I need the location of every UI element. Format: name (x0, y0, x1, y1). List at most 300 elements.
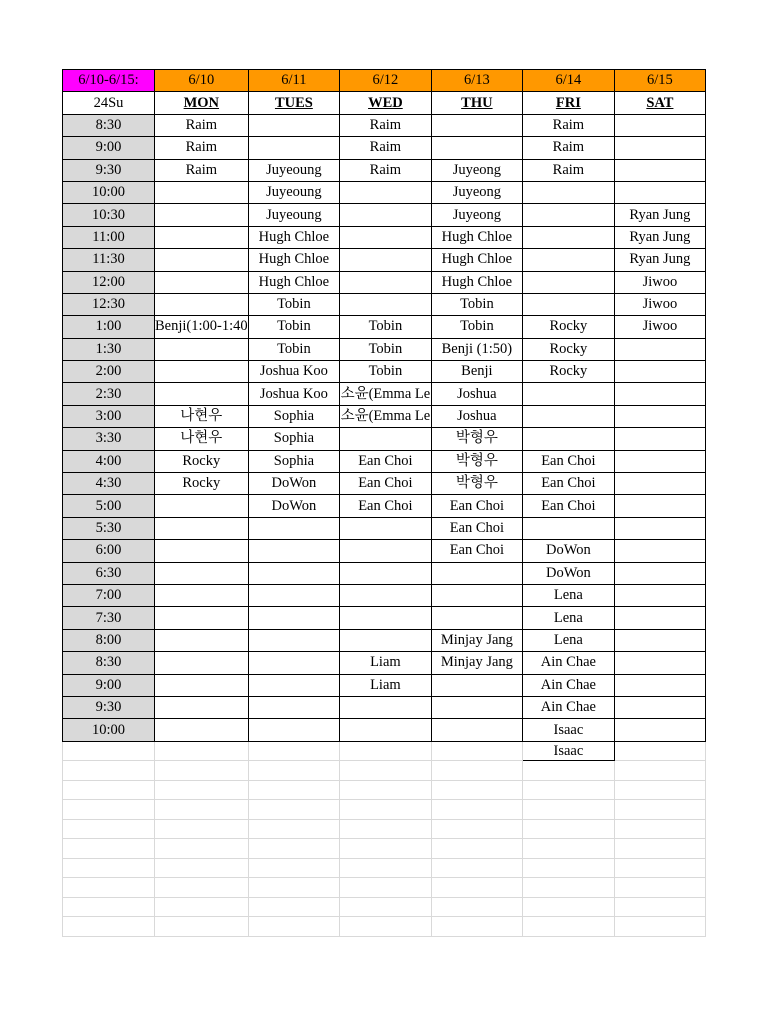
schedule-cell-mon[interactable] (155, 249, 249, 271)
empty-cell[interactable] (431, 819, 523, 839)
empty-cell[interactable] (340, 878, 432, 898)
schedule-cell-mon[interactable]: Raim (155, 137, 249, 159)
date-cell[interactable]: 6/15 (614, 70, 706, 92)
empty-cell[interactable] (614, 761, 706, 781)
schedule-cell-tue[interactable] (248, 652, 340, 674)
schedule-cell-tue[interactable]: Sophia (248, 450, 340, 472)
schedule-cell-thu[interactable] (431, 584, 523, 606)
schedule-cell-sat[interactable] (614, 584, 706, 606)
empty-cell[interactable] (340, 780, 432, 800)
schedule-cell-fri[interactable]: Ain Chae (523, 652, 615, 674)
time-cell[interactable]: 2:00 (63, 361, 155, 383)
empty-cell[interactable] (248, 897, 340, 917)
time-cell[interactable]: 11:00 (63, 226, 155, 248)
schedule-cell-sat[interactable] (614, 629, 706, 651)
schedule-cell-wed[interactable] (340, 226, 432, 248)
schedule-cell-sat[interactable] (614, 383, 706, 405)
time-cell[interactable]: 2:30 (63, 383, 155, 405)
schedule-cell-sat[interactable] (614, 652, 706, 674)
schedule-cell-fri[interactable]: Lena (523, 584, 615, 606)
schedule-cell-sat[interactable] (614, 540, 706, 562)
empty-cell[interactable] (63, 819, 155, 839)
empty-cell[interactable] (63, 741, 155, 761)
schedule-cell-thu[interactable]: Hugh Chloe (431, 249, 523, 271)
time-cell[interactable]: 4:30 (63, 473, 155, 495)
empty-cell[interactable] (431, 878, 523, 898)
schedule-cell-tue[interactable]: Hugh Chloe (248, 271, 340, 293)
schedule-cell-mon[interactable] (155, 540, 249, 562)
day-header-row (63, 92, 706, 114)
schedule-cell-thu[interactable]: Juyeong (431, 204, 523, 226)
schedule-cell-thu[interactable]: Juyeong (431, 159, 523, 181)
schedule-cell-mon[interactable]: 나현우 (155, 428, 249, 450)
schedule-cell-mon[interactable] (155, 674, 249, 696)
schedule-cell-sat[interactable]: Jiwoo (614, 316, 706, 338)
schedule-cell-fri[interactable]: Rocky (523, 316, 615, 338)
time-cell[interactable]: 6:30 (63, 562, 155, 584)
schedule-cell-wed[interactable] (340, 517, 432, 539)
schedule-cell-mon[interactable] (155, 361, 249, 383)
schedule-cell-thu[interactable]: 박형우 (431, 428, 523, 450)
empty-cell[interactable] (63, 780, 155, 800)
time-cell[interactable]: 9:00 (63, 137, 155, 159)
schedule-cell-mon[interactable]: Raim (155, 159, 249, 181)
schedule-cell-sat[interactable] (614, 562, 706, 584)
schedule-cell-wed[interactable] (340, 629, 432, 651)
empty-cell[interactable] (523, 858, 615, 878)
date-header-row (63, 70, 706, 92)
schedule-cell-wed[interactable]: Raim (340, 137, 432, 159)
empty-cell[interactable] (431, 917, 523, 937)
empty-cell[interactable] (431, 741, 523, 761)
day-name-cell[interactable]: FRI (523, 92, 615, 114)
schedule-cell-sat[interactable] (614, 607, 706, 629)
schedule-cell-mon[interactable] (155, 517, 249, 539)
schedule-cell-sat[interactable]: Jiwoo (614, 271, 706, 293)
schedule-cell-mon[interactable] (155, 204, 249, 226)
schedule-cell-wed[interactable]: Raim (340, 114, 432, 136)
schedule-cell-fri[interactable]: Raim (523, 159, 615, 181)
schedule-cell-wed[interactable] (340, 696, 432, 718)
time-cell[interactable]: 7:30 (63, 607, 155, 629)
empty-cell[interactable] (155, 858, 249, 878)
schedule-cell-wed[interactable]: Liam (340, 674, 432, 696)
empty-cell[interactable] (248, 780, 340, 800)
schedule-cell-wed[interactable]: Ean Choi (340, 450, 432, 472)
schedule-cell-fri[interactable] (523, 204, 615, 226)
empty-cell[interactable] (248, 917, 340, 937)
schedule-cell-wed[interactable]: Raim (340, 159, 432, 181)
time-cell[interactable]: 12:30 (63, 293, 155, 315)
time-cell[interactable]: 12:00 (63, 271, 155, 293)
schedule-cell-fri[interactable]: DoWon (523, 562, 615, 584)
schedule-cell-fri[interactable] (523, 517, 615, 539)
time-slot-row (63, 316, 706, 338)
schedule-cell-tue[interactable] (248, 629, 340, 651)
schedule-cell-wed[interactable]: Ean Choi (340, 473, 432, 495)
empty-cell[interactable] (155, 800, 249, 820)
empty-cell[interactable] (431, 761, 523, 781)
time-slot-row (63, 696, 706, 718)
schedule-cell-tue[interactable]: Sophia (248, 405, 340, 427)
schedule-cell-wed[interactable] (340, 428, 432, 450)
empty-cell[interactable] (63, 858, 155, 878)
time-cell[interactable]: 3:00 (63, 405, 155, 427)
empty-cell[interactable] (63, 917, 155, 937)
schedule-cell-fri[interactable] (523, 405, 615, 427)
schedule-cell-wed[interactable]: Tobin (340, 361, 432, 383)
empty-cell[interactable] (155, 819, 249, 839)
schedule-cell-mon[interactable] (155, 629, 249, 651)
time-cell[interactable]: 11:30 (63, 249, 155, 271)
empty-cell[interactable] (63, 761, 155, 781)
empty-cell[interactable] (340, 839, 432, 859)
schedule-cell-fri[interactable] (523, 383, 615, 405)
time-slot-row (63, 114, 706, 136)
empty-row (63, 741, 706, 761)
time-slot-row (63, 271, 706, 293)
time-cell[interactable]: 4:00 (63, 450, 155, 472)
schedule-cell-tue[interactable] (248, 517, 340, 539)
schedule-cell-sat[interactable]: Ryan Jung (614, 226, 706, 248)
schedule-cell-thu[interactable]: Tobin (431, 316, 523, 338)
empty-row (63, 780, 706, 800)
empty-cell[interactable] (523, 761, 615, 781)
schedule-cell-sat[interactable]: Ryan Jung (614, 204, 706, 226)
schedule-cell-tue[interactable]: Joshua Koo (248, 383, 340, 405)
schedule-cell-fri[interactable]: Ean Choi (523, 473, 615, 495)
schedule-cell-tue[interactable] (248, 719, 340, 741)
schedule-cell-mon[interactable] (155, 495, 249, 517)
schedule-cell-tue[interactable]: Hugh Chloe (248, 226, 340, 248)
schedule-cell-mon[interactable]: Rocky (155, 450, 249, 472)
empty-cell[interactable] (523, 780, 615, 800)
schedule-cell-fri[interactable]: Raim (523, 114, 615, 136)
empty-row (63, 761, 706, 781)
schedule-cell-tue[interactable]: Hugh Chloe (248, 249, 340, 271)
schedule-cell-fri[interactable]: Lena (523, 607, 615, 629)
schedule-cell-thu[interactable]: Joshua (431, 405, 523, 427)
schedule-cell-tue[interactable]: Tobin (248, 293, 340, 315)
time-slot-row (63, 137, 706, 159)
schedule-cell-tue[interactable] (248, 540, 340, 562)
schedule-cell-wed[interactable]: Ean Choi (340, 495, 432, 517)
time-cell[interactable]: 5:00 (63, 495, 155, 517)
empty-cell[interactable] (155, 878, 249, 898)
time-cell[interactable]: 5:30 (63, 517, 155, 539)
empty-cell[interactable] (63, 878, 155, 898)
time-cell[interactable]: 9:30 (63, 159, 155, 181)
schedule-cell-sat[interactable] (614, 696, 706, 718)
schedule-cell-mon[interactable] (155, 719, 249, 741)
schedule-cell-mon[interactable] (155, 338, 249, 360)
schedule-cell-fri[interactable] (523, 428, 615, 450)
time-cell[interactable]: 9:00 (63, 674, 155, 696)
schedule-cell-thu[interactable]: Benji (431, 361, 523, 383)
empty-cell[interactable] (340, 741, 432, 761)
schedule-cell-sat[interactable] (614, 181, 706, 203)
day-name-cell[interactable]: TUES (248, 92, 340, 114)
schedule-cell-fri[interactable]: Raim (523, 137, 615, 159)
schedule-cell-tue[interactable]: Juyeoung (248, 204, 340, 226)
schedule-cell-sat[interactable] (614, 674, 706, 696)
day-name-cell[interactable]: SAT (614, 92, 706, 114)
schedule-cell-thu[interactable]: Ean Choi (431, 540, 523, 562)
date-cell[interactable]: 6/14 (523, 70, 615, 92)
empty-cell[interactable] (248, 761, 340, 781)
empty-cell[interactable] (614, 897, 706, 917)
empty-cell[interactable] (431, 858, 523, 878)
schedule-cell-mon[interactable] (155, 652, 249, 674)
schedule-cell-mon[interactable] (155, 271, 249, 293)
time-cell[interactable]: 1:00 (63, 316, 155, 338)
schedule-cell-thu[interactable]: 박형우 (431, 450, 523, 472)
time-slot-row (63, 495, 706, 517)
schedule-cell-sat[interactable] (614, 114, 706, 136)
schedule-cell-thu[interactable]: Benji (1:50) (431, 338, 523, 360)
schedule-cell-tue[interactable] (248, 114, 340, 136)
schedule-cell-fri[interactable]: Ain Chae (523, 696, 615, 718)
empty-cell[interactable] (523, 819, 615, 839)
empty-cell[interactable] (155, 741, 249, 761)
schedule-cell-sat[interactable]: Ryan Jung (614, 249, 706, 271)
empty-cell[interactable] (248, 878, 340, 898)
empty-cell[interactable] (614, 741, 706, 761)
schedule-cell-mon[interactable]: Benji(1:00-1:40 (155, 316, 249, 338)
schedule-cell-tue[interactable]: DoWon (248, 495, 340, 517)
schedule-cell-sat[interactable] (614, 361, 706, 383)
schedule-cell-mon[interactable]: Rocky (155, 473, 249, 495)
time-cell[interactable]: 8:30 (63, 652, 155, 674)
schedule-cell-thu[interactable]: 박형우 (431, 473, 523, 495)
date-cell[interactable]: 6/13 (431, 70, 523, 92)
empty-cell[interactable] (614, 800, 706, 820)
empty-cell[interactable] (614, 819, 706, 839)
schedule-cell-tue[interactable] (248, 137, 340, 159)
time-slot-row (63, 293, 706, 315)
day-name-cell[interactable]: WED (340, 92, 432, 114)
empty-cell[interactable] (340, 819, 432, 839)
schedule-cell-tue[interactable]: Juyeoung (248, 159, 340, 181)
time-cell[interactable]: 3:30 (63, 428, 155, 450)
schedule-cell-fri[interactable] (523, 181, 615, 203)
schedule-cell-wed[interactable] (340, 293, 432, 315)
empty-cell[interactable] (155, 761, 249, 781)
schedule-cell-tue[interactable]: Sophia (248, 428, 340, 450)
empty-cell[interactable] (614, 780, 706, 800)
week-label-cell[interactable]: 24Su (63, 92, 155, 114)
empty-cell[interactable] (63, 897, 155, 917)
empty-cell[interactable] (614, 878, 706, 898)
schedule-cell-fri[interactable] (523, 249, 615, 271)
schedule-cell-thu[interactable]: Joshua (431, 383, 523, 405)
schedule-cell-thu[interactable]: Tobin (431, 293, 523, 315)
schedule-cell-thu[interactable] (431, 674, 523, 696)
empty-cell[interactable] (63, 839, 155, 859)
schedule-cell-sat[interactable] (614, 517, 706, 539)
schedule-cell-sat[interactable] (614, 473, 706, 495)
empty-cell[interactable] (523, 800, 615, 820)
schedule-cell-wed[interactable] (340, 562, 432, 584)
schedule-cell-mon[interactable] (155, 696, 249, 718)
empty-cell[interactable] (431, 800, 523, 820)
schedule-cell-tue[interactable]: Juyeoung (248, 181, 340, 203)
empty-cell[interactable] (614, 917, 706, 937)
empty-cell[interactable] (248, 819, 340, 839)
empty-cell[interactable] (614, 858, 706, 878)
empty-cell[interactable] (155, 917, 249, 937)
time-slot-row (63, 181, 706, 203)
empty-cell[interactable] (248, 839, 340, 859)
schedule-cell-thu[interactable] (431, 607, 523, 629)
schedule-cell-wed[interactable] (340, 607, 432, 629)
empty-cell[interactable] (523, 897, 615, 917)
schedule-cell-fri[interactable]: Ain Chae (523, 674, 615, 696)
empty-row (63, 819, 706, 839)
empty-cell[interactable] (340, 761, 432, 781)
time-cell[interactable]: 10:00 (63, 719, 155, 741)
schedule-cell-mon[interactable] (155, 562, 249, 584)
schedule-cell-thu[interactable] (431, 562, 523, 584)
time-cell[interactable]: 8:00 (63, 629, 155, 651)
empty-cell[interactable] (523, 917, 615, 937)
schedule-cell-tue[interactable]: Tobin (248, 316, 340, 338)
schedule-cell-thu[interactable] (431, 137, 523, 159)
empty-cell[interactable] (248, 741, 340, 761)
schedule-cell-thu[interactable]: Minjay Jang (431, 629, 523, 651)
schedule-cell-fri[interactable] (523, 271, 615, 293)
schedule-cell-sat[interactable] (614, 338, 706, 360)
schedule-cell-wed[interactable] (340, 181, 432, 203)
schedule-cell-thu[interactable] (431, 719, 523, 741)
schedule-cell-thu[interactable]: Ean Choi (431, 517, 523, 539)
empty-cell[interactable] (523, 878, 615, 898)
schedule-cell-tue[interactable] (248, 562, 340, 584)
empty-cell[interactable] (155, 780, 249, 800)
time-cell[interactable]: 10:30 (63, 204, 155, 226)
empty-cell[interactable] (340, 917, 432, 937)
time-cell[interactable]: 10:00 (63, 181, 155, 203)
schedule-cell-mon[interactable] (155, 293, 249, 315)
date-cell[interactable]: 6/10 (155, 70, 249, 92)
empty-cell[interactable] (431, 897, 523, 917)
time-cell[interactable]: 7:00 (63, 584, 155, 606)
empty-cell[interactable] (340, 897, 432, 917)
time-cell[interactable]: 6:00 (63, 540, 155, 562)
schedule-cell-mon[interactable] (155, 226, 249, 248)
empty-cell[interactable] (523, 839, 615, 859)
schedule-cell-fri[interactable]: Isaac (523, 719, 615, 741)
schedule-cell-tue[interactable] (248, 674, 340, 696)
empty-cell[interactable] (248, 858, 340, 878)
empty-row (63, 800, 706, 820)
schedule-cell-sat[interactable]: Jiwoo (614, 293, 706, 315)
schedule-cell-sat[interactable] (614, 137, 706, 159)
empty-cell[interactable] (614, 839, 706, 859)
empty-cell[interactable] (63, 800, 155, 820)
schedule-cell-wed[interactable] (340, 719, 432, 741)
schedule-cell-sat[interactable] (614, 405, 706, 427)
schedule-cell-wed[interactable]: Tobin (340, 316, 432, 338)
date-cell[interactable]: 6/11 (248, 70, 340, 92)
schedule-cell-mon[interactable]: Raim (155, 114, 249, 136)
schedule-cell-thu[interactable] (431, 696, 523, 718)
schedule-cell-fri[interactable]: Rocky (523, 338, 615, 360)
empty-cell[interactable] (155, 897, 249, 917)
schedule-cell-mon[interactable]: 나현우 (155, 405, 249, 427)
schedule-cell-mon[interactable] (155, 181, 249, 203)
empty-cell[interactable] (248, 800, 340, 820)
schedule-cell-sat[interactable] (614, 719, 706, 741)
empty-row (63, 897, 706, 917)
schedule-cell-fri[interactable]: Rocky (523, 361, 615, 383)
schedule-cell-thu[interactable]: Juyeong (431, 181, 523, 203)
time-cell[interactable]: 8:30 (63, 114, 155, 136)
schedule-cell-sat[interactable] (614, 428, 706, 450)
schedule-cell-fri[interactable]: Ean Choi (523, 450, 615, 472)
schedule-cell-fri[interactable]: Ean Choi (523, 495, 615, 517)
schedule-cell-wed[interactable]: Tobin (340, 338, 432, 360)
schedule-cell-wed[interactable] (340, 584, 432, 606)
schedule-cell-fri[interactable]: Isaac (523, 741, 615, 761)
schedule-cell-wed[interactable] (340, 204, 432, 226)
schedule-cell-thu[interactable]: Ean Choi (431, 495, 523, 517)
empty-cell[interactable] (431, 780, 523, 800)
schedule-cell-thu[interactable]: Hugh Chloe (431, 226, 523, 248)
time-slot-row (63, 450, 706, 472)
empty-cell[interactable] (340, 858, 432, 878)
schedule-cell-mon[interactable] (155, 383, 249, 405)
schedule-cell-tue[interactable]: Joshua Koo (248, 361, 340, 383)
schedule-cell-fri[interactable] (523, 226, 615, 248)
empty-cell[interactable] (155, 839, 249, 859)
schedule-cell-fri[interactable] (523, 293, 615, 315)
schedule-cell-sat[interactable] (614, 159, 706, 181)
day-name-cell[interactable]: THU (431, 92, 523, 114)
schedule-cell-tue[interactable] (248, 696, 340, 718)
time-slot-row (63, 204, 706, 226)
schedule-cell-sat[interactable] (614, 495, 706, 517)
schedule-cell-wed[interactable]: 소윤(Emma Le (340, 383, 432, 405)
empty-row (63, 917, 706, 937)
schedule-cell-fri[interactable]: Lena (523, 629, 615, 651)
schedule-cell-wed[interactable] (340, 249, 432, 271)
schedule-cell-tue[interactable] (248, 584, 340, 606)
schedule-cell-thu[interactable]: Minjay Jang (431, 652, 523, 674)
schedule-cell-thu[interactable]: Hugh Chloe (431, 271, 523, 293)
date-cell[interactable]: 6/12 (340, 70, 432, 92)
schedule-cell-tue[interactable]: Tobin (248, 338, 340, 360)
time-cell[interactable]: 9:30 (63, 696, 155, 718)
date-range-cell[interactable]: 6/10-6/15: (63, 70, 155, 92)
day-name-cell[interactable]: MON (155, 92, 249, 114)
time-slot-row (63, 719, 706, 741)
schedule-cell-wed[interactable] (340, 271, 432, 293)
empty-cell[interactable] (431, 839, 523, 859)
schedule-cell-tue[interactable]: DoWon (248, 473, 340, 495)
schedule-cell-mon[interactable] (155, 607, 249, 629)
time-cell[interactable]: 1:30 (63, 338, 155, 360)
schedule-cell-sat[interactable] (614, 450, 706, 472)
empty-cell[interactable] (340, 800, 432, 820)
schedule-cell-tue[interactable] (248, 607, 340, 629)
schedule-cell-mon[interactable] (155, 584, 249, 606)
schedule-cell-wed[interactable]: 소윤(Emma Le (340, 405, 432, 427)
schedule-cell-wed[interactable]: Liam (340, 652, 432, 674)
schedule-cell-wed[interactable] (340, 540, 432, 562)
schedule-cell-thu[interactable] (431, 114, 523, 136)
schedule-cell-fri[interactable]: DoWon (523, 540, 615, 562)
